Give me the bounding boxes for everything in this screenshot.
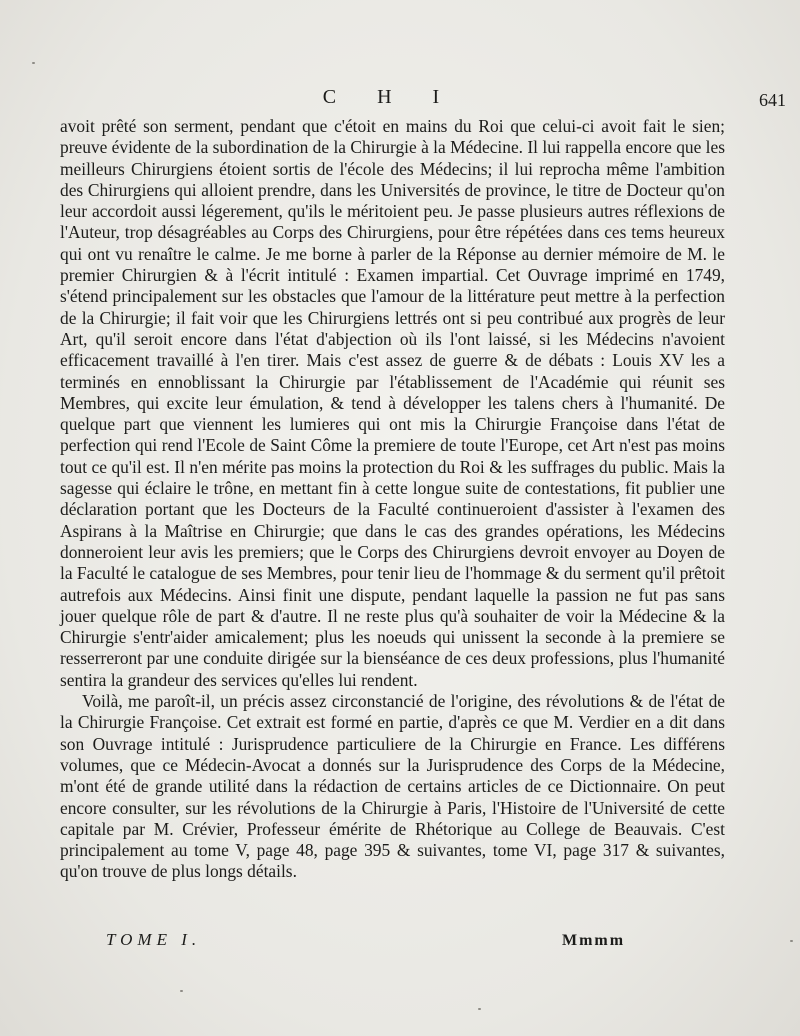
paper-speck xyxy=(32,62,35,64)
paragraph-1: avoit prêté son serment, pendant que c'étoit en mains du Roi que celui-ci avoit fait le sien; preuve évidente de la subordination de la Chirurgie à la Médecine. Il lui rappella encore que les meilleurs Chirurgiens étoient sortis de l'école des Médecins; il lui reprocha même l'ambition des Chirurgiens qui alloient prendre, dans les Universités de province, le titre de Docteur qu'on leur accordoit aussi légerement, qu'ils le méritoient peu. Je passe plusieurs autres réflexions de l'Auteur, trop désagréables au Corps des Chirurgiens, pour être répétées dans ces tems heureux qui ont vu renaître le calme. Je me borne à parler de la Réponse au dernier mémoire de M. le premier Chirurgien & à l'écrit intitulé : Examen impartial. Cet Ouvrage imprimé en 1749, s'étend principalement sur les obstacles que l'amour de la littérature peut mettre à la perfection de la Chirurgie; il fait voir que les Chirurgiens lettrés ont si peu contribué aux progrès de leur Art, qu'il seroit encore dans l'état d'abjection où ils l'ont laissé, si les Médecins n'avoient efficacement travaillé à l'en tirer. Mais c'est assez de guerre & de débats : Louis XV les a terminés en ennoblissant la Chirurgie par l'établissement de l'Académie qui réunit ses Membres, qui excite leur émulation, & tend à développer les talens chers à l'humanité. De quelque part que viennent les lumieres qui ont mis la Chirurgie Françoise dans l'état de perfection qui rend l'Ecole de Saint Côme la premiere de toute l'Europe, cet Art n'est pas moins tout ce qu'il est. Il n'en mérite pas moins la protection du Roi & les suffrages du public. Mais la sagesse qui éclaire le trône, en mettant fin à cette longue suite de contestations, fit publier une déclaration portant que les Docteurs de la Faculté continueroient d'assister à l'examen des Aspirans à la Maîtrise en Chirurgie; que dans le cas des grandes opérations, les Médecins donneroient leur avis les premiers; que le Corps des Chirurgiens devroit envoyer au Doyen de la Faculté le catalogue de ses Membres, pour tenir lieu de l'hommage & du serment qu'il prêtoit autrefois aux Médecins. Ainsi finit une dispute, pendant laquelle la passion ne fut pas sans jouer quelque rôle de part & d'autre. Il ne reste plus qu'à souhaiter de voir la Médecine & la Chirurgie s'entr'aider amicalement; plus les noeuds qui unissent la seconde à la premiere se resserreront par une conduite dirigée sur la bienséance de ces deux professions, plus l'humanité sentira la grandeur des services qu'elles lui rendent. xyxy=(60,116,725,690)
paper-speck xyxy=(478,1008,481,1010)
volume-signature: TOME I. xyxy=(106,930,202,949)
running-title: C H I xyxy=(322,86,458,108)
body-text xyxy=(60,116,725,883)
gathering-mark: Mmmm xyxy=(562,932,626,949)
paragraph-2: Voilà, me paroît-il, un précis assez circonstancié de l'origine, des révolutions & de l'état de la Chirurgie Françoise. Cet extrait est formé en partie, d'après ce que M. Verdier en a dit dans son Ouvrage intitulé : Jurisprudence particuliere de la Chirurgie en France. Les différens volumes, que ce Médecin-Avocat a donnés sur la Jurisprudence des Corps de la Médecine, m'ont été de grande utilité dans la rédaction de certains articles de ce Dictionnaire. On peut encore consulter, sur les révolutions de la Chirurgie à Paris, l'Histoire de l'Université de cette capitale par M. Crévier, Professeur émérite de Rhétorique au College de Beauvais. C'est principalement au tome V, page 48, page 395 & suivantes, tome VI, page 317 & suivantes, qu'on trouve de plus longs détails. xyxy=(60,691,725,882)
paper-speck xyxy=(180,990,183,992)
page-number: 641 xyxy=(759,90,786,110)
paper-speck xyxy=(790,940,793,942)
